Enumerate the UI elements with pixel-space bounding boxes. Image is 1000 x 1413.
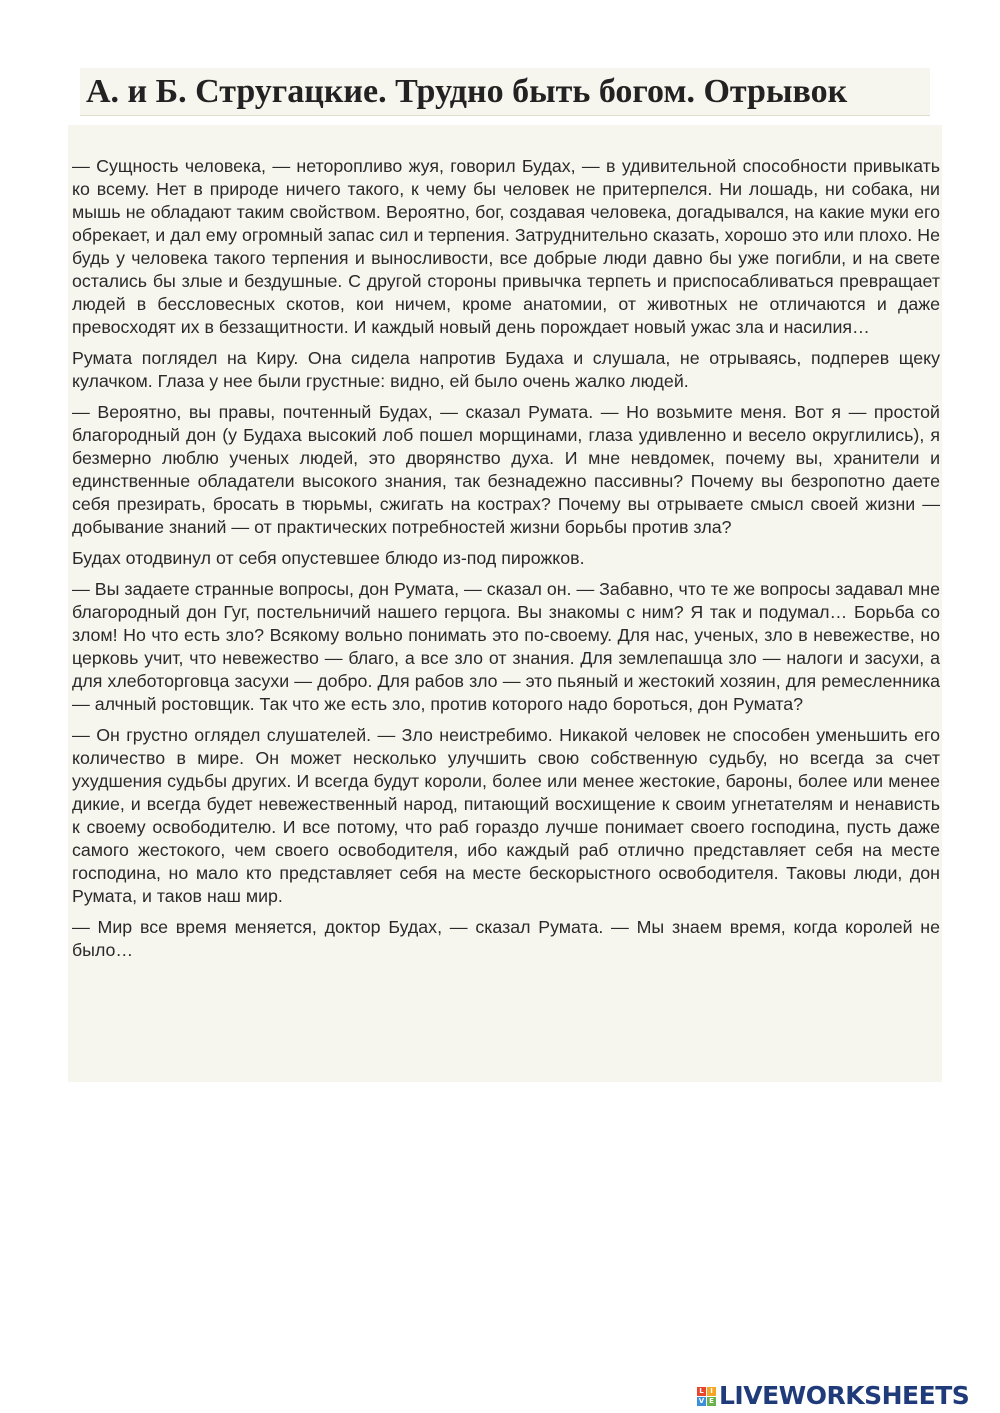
logo-mark-l: L bbox=[697, 1387, 706, 1396]
paragraph-3: — Вероятно, вы правы, почтенный Будах, — сказал Румата. — Но возьмите меня. Вот я — простой благородный дон (у Будаха высокий лоб пошел морщинами, глаза удивленно и весело округлились), я безмерно люблю ученых людей, это дворянство духа. И мне невдомек, почему вы, хранители и единственные обладатели высокого знания, так безнадежно пассивны? Почему вы безропотно даете себя презирать, бросать в тюрьмы, сжигать на кострах? Почему вы отрываете смысл своей жизни — добывание знаний — от практических потребностей жизни борьбы против зла? bbox=[72, 402, 940, 537]
paragraph-5: — Вы задаете странные вопросы, дон Румата, — сказал он. — Забавно, что те же вопросы задавал мне благородный дон Гуг, постельничий нашего герцога. Вы знакомы с ним? Я так и подумал… Борьба со злом! Но что есть зло? Всякому вольно понимать это по-своему. Для нас, ученых, зло в невежестве, но церковь учит, что невежество — благо, а все зло от знания. Для землепашца зло — налоги и засухи, а для хлеботорговца засухи — добро. Для рабов зло — это пьяный и жестокий хозяин, для ремесленника — алчный ростовщик. Так что же есть зло, против которого надо бороться, дон Румата? bbox=[72, 579, 940, 714]
paragraph-6: — Он грустно оглядел слушателей. — Зло неистребимо. Никакой человек не способен уменьшить его количество в мире. Он может несколько улучшить свою собственную судьбу, но всегда за счет ухудшения судьбы других. И всегда будут короли, более или менее жестокие, бароны, более или менее дикие, и всегда будет невежественный народ, питающий восхищение к своим угнетателям и ненависть к своему освободителю. И все потому, что раб гораздо лучше понимает своего господина, пусть даже самого жестокого, чем своего освободителя, ибо каждый раб отлично представляет себя на месте господина, но мало кто представляет себя на месте бескорыстного освободителя. Таковы люди, дон Румата, и таков наш мир. bbox=[72, 725, 940, 906]
title-bar bbox=[80, 68, 930, 116]
paragraph-7: — Мир все время меняется, доктор Будах, — сказал Румата. — Мы знаем время, когда королей не было… bbox=[72, 917, 940, 960]
logo-mark-e: E bbox=[707, 1397, 716, 1406]
paragraph-4: Будах отодвинул от себя опустевшее блюдо из-под пирожков. bbox=[72, 548, 585, 568]
page-title: А. и Б. Стругацкие. Трудно быть богом. Отрывок bbox=[86, 73, 848, 110]
logo-mark-v: V bbox=[698, 1396, 705, 1405]
logo-mark-i: I bbox=[707, 1387, 716, 1396]
text-panel bbox=[68, 125, 942, 1082]
logo-text: LIVEWORKSHEETS bbox=[719, 1381, 970, 1410]
paragraph-1: — Сущность человека, — неторопливо жуя, говорил Будах, — в удивительной способности привыкать ко всему. Нет в природе ничего такого, к чему бы человек не притерпелся. Ни лошадь, ни собака, ни мышь не обладают таким свойством. Вероятно, бог, создавая человека, догадывался, на какие муки его обрекает, и дал ему огромный запас сил и терпения. Затруднительно сказать, хорошо это или плохо. Не будь у человека такого терпения и выносливости, все добрые люди давно бы уже погибли, и на свете остались бы злые и бездушные. С другой стороны привычка терпеть и приспосабливаться превращает людей в бессловесных скотов, кои ничем, кроме анатомии, от животных не отличаются и даже превосходят их в беззащитности. И каждый новый день порождает новый ужас зла и насилия… bbox=[72, 156, 940, 337]
logo-mark-icon bbox=[697, 1387, 716, 1406]
paragraph-2: Румата поглядел на Киру. Она сидела напротив Будаха и слушала, не отрываясь, подперев щеку кулачком. Глаза у нее были грустные: видно, ей было очень жалко людей. bbox=[72, 348, 940, 391]
liveworksheets-logo[interactable] bbox=[697, 1381, 969, 1411]
